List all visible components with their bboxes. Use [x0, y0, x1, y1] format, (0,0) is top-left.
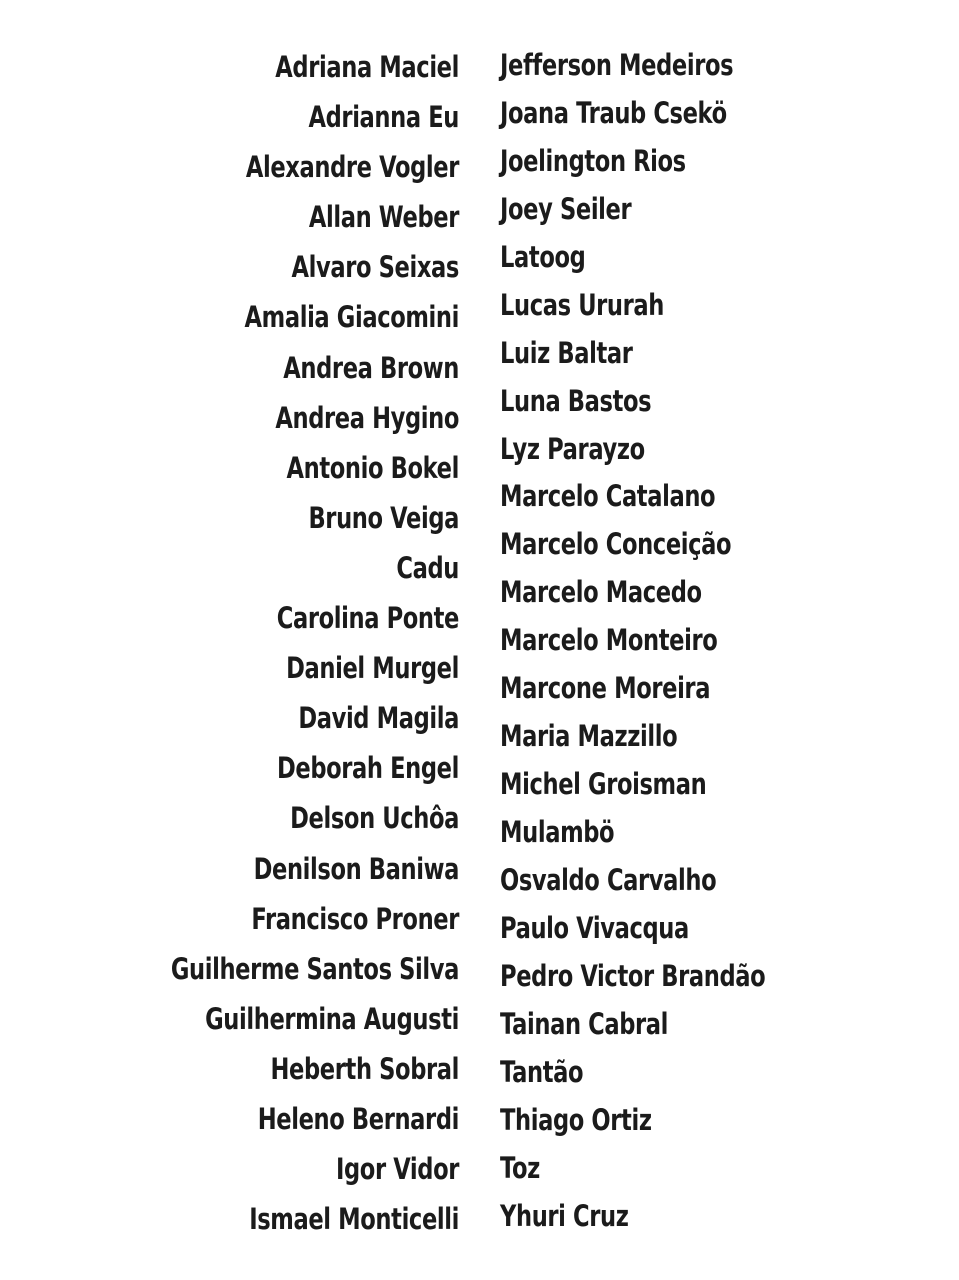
artist-name: Tantão — [500, 1054, 584, 1089]
artist-name: Michel Groisman — [500, 767, 707, 802]
artist-name: Marcelo Catalano — [500, 479, 716, 514]
artist-name: Marcelo Conceição — [500, 527, 732, 562]
artist-name: Antonio Bokel — [286, 450, 459, 485]
artist-name: Andrea Brown — [283, 350, 459, 385]
artist-name: Deborah Engel — [276, 751, 459, 786]
artist-column-right — [500, 42, 940, 1240]
artist-name: Daniel Murgel — [286, 651, 459, 686]
artist-name: Joey Seiler — [500, 191, 632, 226]
artist-name: Jefferson Medeiros — [500, 48, 734, 82]
artist-name: Joelington Rios — [500, 143, 686, 178]
artist-name: Denilson Baniwa — [253, 851, 459, 886]
artist-name: Lyz Parayzo — [500, 431, 645, 466]
artist-name: Marcelo Macedo — [500, 575, 702, 610]
artist-name: Carolina Ponte — [276, 601, 459, 636]
artist-name: Heberth Sobral — [270, 1051, 459, 1086]
artist-name: Heleno Bernardi — [257, 1101, 459, 1136]
artist-name: Alvaro Seixas — [291, 250, 459, 285]
artist-name: Delson Uchôa — [290, 801, 459, 836]
artist-name: Luna Bastos — [500, 383, 652, 418]
artist-name: Thiago Ortiz — [500, 1102, 652, 1137]
artist-name: Adrianna Eu — [308, 100, 459, 135]
artist-name: Marcelo Monteiro — [500, 623, 718, 658]
artist-name: Marcone Moreira — [500, 671, 711, 706]
artist-name: Maria Mazzillo — [500, 719, 678, 754]
artist-name: Latoog — [500, 239, 586, 274]
artist-name: Amalia Giacomini — [244, 300, 459, 335]
artist-name: Mulambö — [500, 815, 615, 849]
artist-name: Yhuri Cruz — [500, 1198, 629, 1233]
artist-name: Paulo Vivacqua — [500, 910, 689, 945]
artist-name: Lucas Ururah — [500, 287, 665, 322]
artist-name: Guilherme Santos Silva — [170, 951, 459, 986]
artist-name: Osvaldo Carvalho — [500, 862, 717, 897]
artist-name: Luiz Baltar — [500, 335, 633, 370]
artist-name: David Magila — [298, 701, 459, 736]
artist-name: Cadu — [396, 550, 459, 585]
artist-column-left — [19, 42, 459, 1244]
artist-name: Pedro Victor Brandão — [500, 958, 766, 993]
artist-name: Francisco Proner — [251, 901, 459, 936]
artist-name: Igor Vidor — [335, 1152, 459, 1187]
artist-name: Guilhermina Augusti — [205, 1001, 459, 1036]
artist-name: Allan Weber — [308, 200, 459, 235]
artist-name: Joana Traub Csekö — [500, 95, 727, 130]
artist-name: Andrea Hygino — [275, 400, 459, 435]
artist-name: Tainan Cabral — [500, 1006, 669, 1041]
artist-name: Toz — [500, 1150, 540, 1185]
artist-name: Alexandre Vogler — [245, 150, 459, 185]
artist-name: Ismael Monticelli — [249, 1202, 459, 1237]
artist-name: Bruno Veiga — [308, 500, 459, 535]
artist-name: Adriana Maciel — [275, 50, 459, 84]
